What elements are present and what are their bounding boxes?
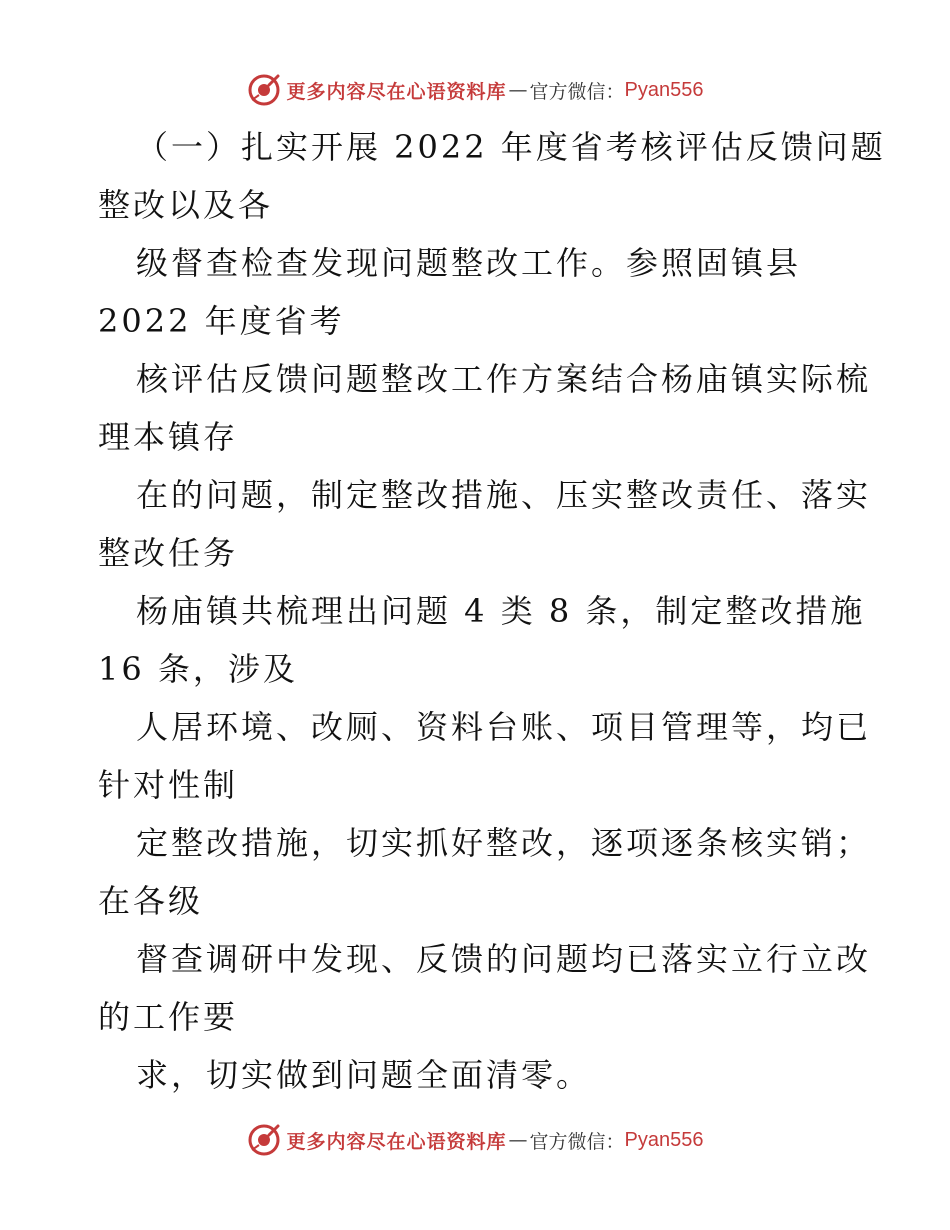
pen-logo-icon [247,1123,281,1157]
text-line: 整改以及各 [98,186,274,224]
document-body [98,118,886,1104]
banner-separator: — [508,79,528,101]
banner-text: 更多内容尽在心语资料库 [286,1130,507,1153]
text-line: 针对性制 [98,766,239,804]
text-line: 级督查检查发现问题整改工作。参照固镇县 [136,244,802,282]
header-watermark-banner [0,70,950,110]
text-line: 杨庙镇共梳理出问题 4 类 8 条，制定整改措施 [136,592,866,630]
text-line: 理本镇存 [98,418,239,456]
text-line: 在各级 [98,882,204,920]
banner-wechat-label: 官方微信： [529,1130,625,1153]
text-line: 的工作要 [98,998,239,1036]
text-line: （一）扎实开展 2022 年度省考核评估反馈问题 [136,128,886,166]
banner-text: 更多内容尽在心语资料库 [286,80,507,103]
text-line: 督查调研中发现、反馈的问题均已落实立行立改 [136,940,872,978]
pen-logo-icon [247,73,281,107]
text-line: 求，切实做到问题全面清零。 [136,1056,592,1094]
banner-wechat-label: 官方微信： [529,80,625,103]
footer-watermark-banner [0,1120,950,1160]
text-line: 定整改措施，切实抓好整改，逐项逐条核实销； [136,824,872,862]
text-line: 在的问题，制定整改措施、压实整改责任、落实 [136,476,872,514]
banner-wechat-id: Pyan556 [624,1128,704,1151]
text-line: 核评估反馈问题整改工作方案结合杨庙镇实际梳 [136,360,872,398]
text-line: 16 条，涉及 [98,650,298,688]
banner-separator: — [508,1129,528,1151]
banner-wechat-id: Pyan556 [624,78,704,101]
text-line: 整改任务 [98,534,239,572]
text-line: 2022 年度省考 [98,302,345,340]
text-line: 人居环境、改厕、资料台账、项目管理等，均已 [136,708,872,746]
